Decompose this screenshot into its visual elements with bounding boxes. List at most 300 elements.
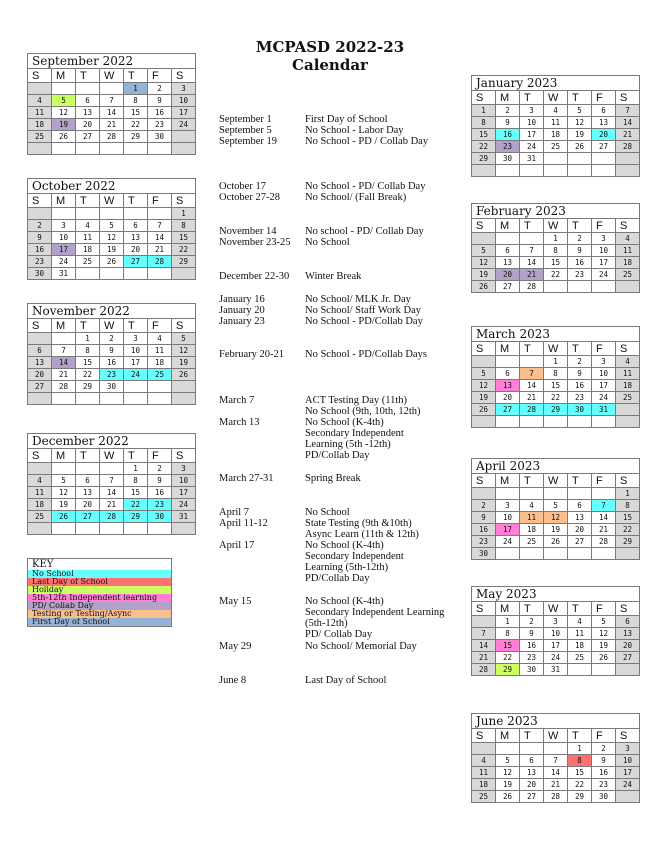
day-cell: 29 [124,131,148,143]
day-cell: 8 [544,245,568,257]
empty-cell [76,268,100,280]
day-cell: 23 [28,256,52,268]
empty-cell [76,393,100,405]
weekday-header: T [568,474,592,488]
day-cell: 30 [472,548,496,560]
day-cell: 30 [520,664,544,676]
weekday-header: S [472,729,496,743]
event-date: May 29 [219,641,252,652]
day-cell: 11 [616,368,640,380]
day-cell: 6 [124,220,148,232]
day-cell: 19 [544,524,568,536]
event-line: No School - Labor Day [305,125,404,136]
event-date: March 27-31 [219,473,274,484]
empty-cell [472,616,496,628]
day-cell: 5 [592,616,616,628]
day-cell: 5 [544,500,568,512]
day-cell: 11 [616,245,640,257]
day-cell: 15 [76,357,100,369]
weekday-header: T [568,729,592,743]
day-cell: 6 [592,105,616,117]
empty-cell [544,281,568,293]
empty-cell [496,356,520,368]
day-cell: 29 [124,511,148,523]
day-cell: 12 [592,628,616,640]
calendar-may-2023 [471,586,640,676]
event-description [305,237,465,248]
day-cell: 10 [616,755,640,767]
day-cell: 30 [100,381,124,393]
event-date: March 7 [219,395,255,406]
day-cell: 25 [28,511,52,523]
day-cell: 22 [496,652,520,664]
day-cell: 19 [496,779,520,791]
day-cell: 26 [472,404,496,416]
day-cell: 2 [100,333,124,345]
day-cell: 3 [496,500,520,512]
day-cell: 27 [76,511,100,523]
empty-cell [520,548,544,560]
day-cell: 15 [544,380,568,392]
day-cell: 1 [124,83,148,95]
day-cell: 10 [52,232,76,244]
day-cell: 18 [472,779,496,791]
event-line: ACT Testing Day (11th) [305,395,408,406]
day-cell: 20 [520,779,544,791]
empty-cell [568,664,592,676]
day-cell: 5 [496,755,520,767]
day-cell: 15 [124,487,148,499]
event-line: No School - PD/Collab Day [305,316,423,327]
weekday-header: F [148,194,172,208]
day-cell: 26 [472,281,496,293]
event-description [305,507,465,518]
day-cell: 29 [568,791,592,803]
key-title: KEY [28,559,171,570]
event-line: Last Day of School [305,675,387,686]
empty-cell [592,416,616,428]
weekday-header: F [592,219,616,233]
day-cell: 9 [148,475,172,487]
key-item-pd-collab: PD/ Collab Day [28,602,171,610]
weekday-header: S [472,602,496,616]
day-cell: 16 [148,487,172,499]
weekday-header: T [520,219,544,233]
day-cell: 12 [100,232,124,244]
weekday-header: T [124,194,148,208]
day-cell: 18 [28,499,52,511]
weekday-header: S [616,602,640,616]
key-item-holiday: Holiday [28,586,171,594]
event-date: October 17 [219,181,266,192]
empty-cell [52,208,76,220]
empty-cell [124,268,148,280]
day-cell: 28 [616,141,640,153]
event-line: Secondary Independent Learning [305,607,445,618]
empty-cell [100,83,124,95]
day-cell: 15 [568,767,592,779]
weekday-header: W [544,219,568,233]
empty-cell [52,83,76,95]
day-cell: 6 [496,245,520,257]
day-cell: 27 [76,131,100,143]
month-title: October 2022 [27,178,196,193]
month-title: February 2023 [471,203,640,218]
day-cell: 20 [76,119,100,131]
day-cell: 11 [520,512,544,524]
event-description [305,473,465,484]
event-line: No School/ Memorial Day [305,641,417,652]
day-cell: 1 [124,463,148,475]
empty-cell [124,393,148,405]
weekday-header: S [172,449,196,463]
day-cell: 20 [592,129,616,141]
day-cell: 9 [568,368,592,380]
day-cell: 12 [472,257,496,269]
day-cell: 5 [52,95,76,107]
empty-cell [124,523,148,535]
empty-cell [76,208,100,220]
empty-cell [52,333,76,345]
day-cell: 28 [472,664,496,676]
day-cell: 30 [148,131,172,143]
empty-cell [616,416,640,428]
empty-cell [472,488,496,500]
day-cell: 7 [472,628,496,640]
empty-cell [76,143,100,155]
weekday-header: F [592,91,616,105]
empty-cell [520,233,544,245]
weekday-header: S [172,194,196,208]
empty-cell [544,743,568,755]
day-cell: 25 [76,256,100,268]
key-item-first-day: First Day of School [28,618,171,626]
weekday-header: W [544,602,568,616]
day-cell: 18 [520,524,544,536]
weekday-header: S [172,69,196,83]
weekday-header: S [28,69,52,83]
event-line: Learning (5th -12th) [305,439,391,450]
event-date: June 8 [219,675,247,686]
day-cell: 1 [76,333,100,345]
day-cell: 14 [100,487,124,499]
day-cell: 18 [28,119,52,131]
event-line: No School [305,507,350,518]
event-line: No School/ MLK Jr. Day [305,294,411,305]
weekday-header: T [520,91,544,105]
day-cell: 14 [52,357,76,369]
day-cell: 7 [100,95,124,107]
weekday-header: F [592,602,616,616]
empty-cell [100,268,124,280]
day-cell: 19 [172,357,196,369]
day-cell: 20 [28,369,52,381]
empty-cell [592,664,616,676]
day-cell: 7 [520,368,544,380]
day-cell: 17 [616,767,640,779]
event-description [305,114,465,125]
day-cell: 18 [568,640,592,652]
day-cell: 20 [496,392,520,404]
day-cell: 17 [592,257,616,269]
day-cell: 11 [148,345,172,357]
day-cell: 2 [148,83,172,95]
day-cell: 8 [124,475,148,487]
day-cell: 12 [172,345,196,357]
empty-cell [148,393,172,405]
day-cell: 16 [568,380,592,392]
day-cell: 6 [616,616,640,628]
weekday-header: S [28,319,52,333]
empty-cell [52,523,76,535]
day-cell: 2 [148,463,172,475]
day-cell: 15 [616,512,640,524]
weekday-header: S [172,319,196,333]
event-line: No School (K-4th) [305,417,384,428]
day-cell: 17 [52,244,76,256]
day-cell: 26 [496,791,520,803]
weekday-header: M [496,729,520,743]
day-cell: 6 [520,755,544,767]
weekday-header: F [592,342,616,356]
empty-cell [52,393,76,405]
empty-cell [496,165,520,177]
day-cell: 23 [100,369,124,381]
event-date: March 13 [219,417,260,428]
day-cell: 27 [616,652,640,664]
day-cell: 3 [544,616,568,628]
day-cell: 27 [592,141,616,153]
day-cell: 1 [568,743,592,755]
day-cell: 2 [568,356,592,368]
day-cell: 11 [472,767,496,779]
day-cell: 23 [520,652,544,664]
day-cell: 13 [124,232,148,244]
day-cell: 12 [568,117,592,129]
event-date: November 23-25 [219,237,291,248]
day-cell: 24 [520,141,544,153]
day-cell: 1 [496,616,520,628]
key-item-last-day: Last Day of School [28,578,171,586]
empty-cell [544,416,568,428]
event-description [305,395,465,417]
day-cell: 23 [148,119,172,131]
month-title: November 2022 [27,303,196,318]
weekday-header: F [592,474,616,488]
day-cell: 10 [592,368,616,380]
day-cell: 2 [568,233,592,245]
event-description [305,316,465,327]
day-cell: 13 [76,107,100,119]
calendar-january-2023 [471,75,640,177]
weekday-header: T [124,449,148,463]
empty-cell [520,356,544,368]
event-description [305,641,465,652]
day-cell: 16 [592,767,616,779]
event-description [305,596,465,640]
day-cell: 23 [592,779,616,791]
calendar-september-2022 [27,53,196,155]
weekday-header: M [52,319,76,333]
day-cell: 24 [592,269,616,281]
day-cell: 10 [172,95,196,107]
day-cell: 27 [520,791,544,803]
weekday-header: F [148,319,172,333]
day-cell: 27 [28,381,52,393]
day-cell: 28 [52,381,76,393]
day-cell: 17 [172,487,196,499]
event-description [305,136,465,147]
day-cell: 4 [616,233,640,245]
day-cell: 14 [472,640,496,652]
empty-cell [148,268,172,280]
day-cell: 4 [544,105,568,117]
day-cell: 20 [496,269,520,281]
weekday-header: F [148,69,172,83]
event-date: April 11-12 [219,518,268,529]
calendar-november-2022 [27,303,196,405]
weekday-header: W [544,342,568,356]
month-title: June 2023 [471,713,640,728]
calendar-february-2023 [471,203,640,293]
day-cell: 1 [472,105,496,117]
day-cell: 28 [148,256,172,268]
day-cell: 5 [100,220,124,232]
day-cell: 1 [544,233,568,245]
day-cell: 22 [616,524,640,536]
weekday-header: T [76,69,100,83]
day-cell: 22 [124,499,148,511]
day-cell: 7 [616,105,640,117]
day-cell: 13 [76,487,100,499]
weekday-header: T [568,602,592,616]
empty-cell [28,143,52,155]
weekday-header: W [100,194,124,208]
title-line-1: MCPASD 2022-23 [255,38,405,56]
weekday-header: T [568,219,592,233]
day-cell: 8 [568,755,592,767]
weekday-header: T [520,342,544,356]
day-cell: 4 [28,475,52,487]
day-cell: 7 [100,475,124,487]
empty-cell [568,165,592,177]
day-cell: 31 [52,268,76,280]
day-cell: 9 [100,345,124,357]
event-line: No School - PD / Collab Day [305,136,429,147]
weekday-header: F [592,729,616,743]
event-date: January 16 [219,294,265,305]
event-description [305,181,465,192]
empty-cell [496,233,520,245]
day-cell: 29 [472,153,496,165]
empty-cell [124,208,148,220]
empty-cell [172,268,196,280]
day-cell: 18 [148,357,172,369]
day-cell: 12 [472,380,496,392]
day-cell: 12 [52,107,76,119]
weekday-header: M [496,342,520,356]
day-cell: 23 [472,536,496,548]
event-line: Learning (5th-12th) [305,562,389,573]
day-cell: 14 [520,257,544,269]
day-cell: 21 [616,129,640,141]
day-cell: 14 [520,380,544,392]
weekday-header: S [616,219,640,233]
day-cell: 6 [568,500,592,512]
empty-cell [472,743,496,755]
weekday-header: M [496,602,520,616]
event-line: No School (9th, 10th, 12th) [305,406,421,417]
event-line: No School/ Staff Work Day [305,305,422,316]
day-cell: 29 [76,381,100,393]
day-cell: 27 [496,281,520,293]
day-cell: 12 [52,487,76,499]
day-cell: 13 [520,767,544,779]
day-cell: 15 [124,107,148,119]
weekday-header: T [568,91,592,105]
day-cell: 24 [172,499,196,511]
day-cell: 14 [148,232,172,244]
day-cell: 19 [52,119,76,131]
empty-cell [544,548,568,560]
day-cell: 3 [520,105,544,117]
day-cell: 24 [544,652,568,664]
day-cell: 22 [76,369,100,381]
empty-cell [100,523,124,535]
day-cell: 24 [496,536,520,548]
day-cell: 22 [568,779,592,791]
day-cell: 10 [520,117,544,129]
day-cell: 24 [592,392,616,404]
empty-cell [52,143,76,155]
weekday-header: T [76,449,100,463]
day-cell: 6 [28,345,52,357]
day-cell: 13 [28,357,52,369]
day-cell: 19 [472,269,496,281]
day-cell: 28 [100,131,124,143]
empty-cell [28,83,52,95]
weekday-header: F [148,449,172,463]
empty-cell [148,143,172,155]
day-cell: 9 [472,512,496,524]
day-cell: 5 [472,368,496,380]
empty-cell [52,463,76,475]
event-date: April 7 [219,507,250,518]
day-cell: 16 [148,107,172,119]
day-cell: 14 [100,107,124,119]
event-line: PD/Collab Day [305,573,370,584]
day-cell: 9 [496,117,520,129]
empty-cell [76,83,100,95]
empty-cell [496,416,520,428]
event-line: No School/ (Fall Break) [305,192,407,203]
day-cell: 10 [544,628,568,640]
day-cell: 17 [172,107,196,119]
empty-cell [568,153,592,165]
day-cell: 11 [28,107,52,119]
weekday-header: S [472,342,496,356]
day-cell: 29 [172,256,196,268]
event-line: PD/ Collab Day [305,629,373,640]
day-cell: 26 [52,131,76,143]
weekday-header: M [496,219,520,233]
day-cell: 31 [520,153,544,165]
event-line: Async Learn (11th & 12th) [305,529,419,540]
day-cell: 6 [76,95,100,107]
event-description [305,518,465,540]
event-line: No School [305,237,350,248]
weekday-header: T [76,194,100,208]
